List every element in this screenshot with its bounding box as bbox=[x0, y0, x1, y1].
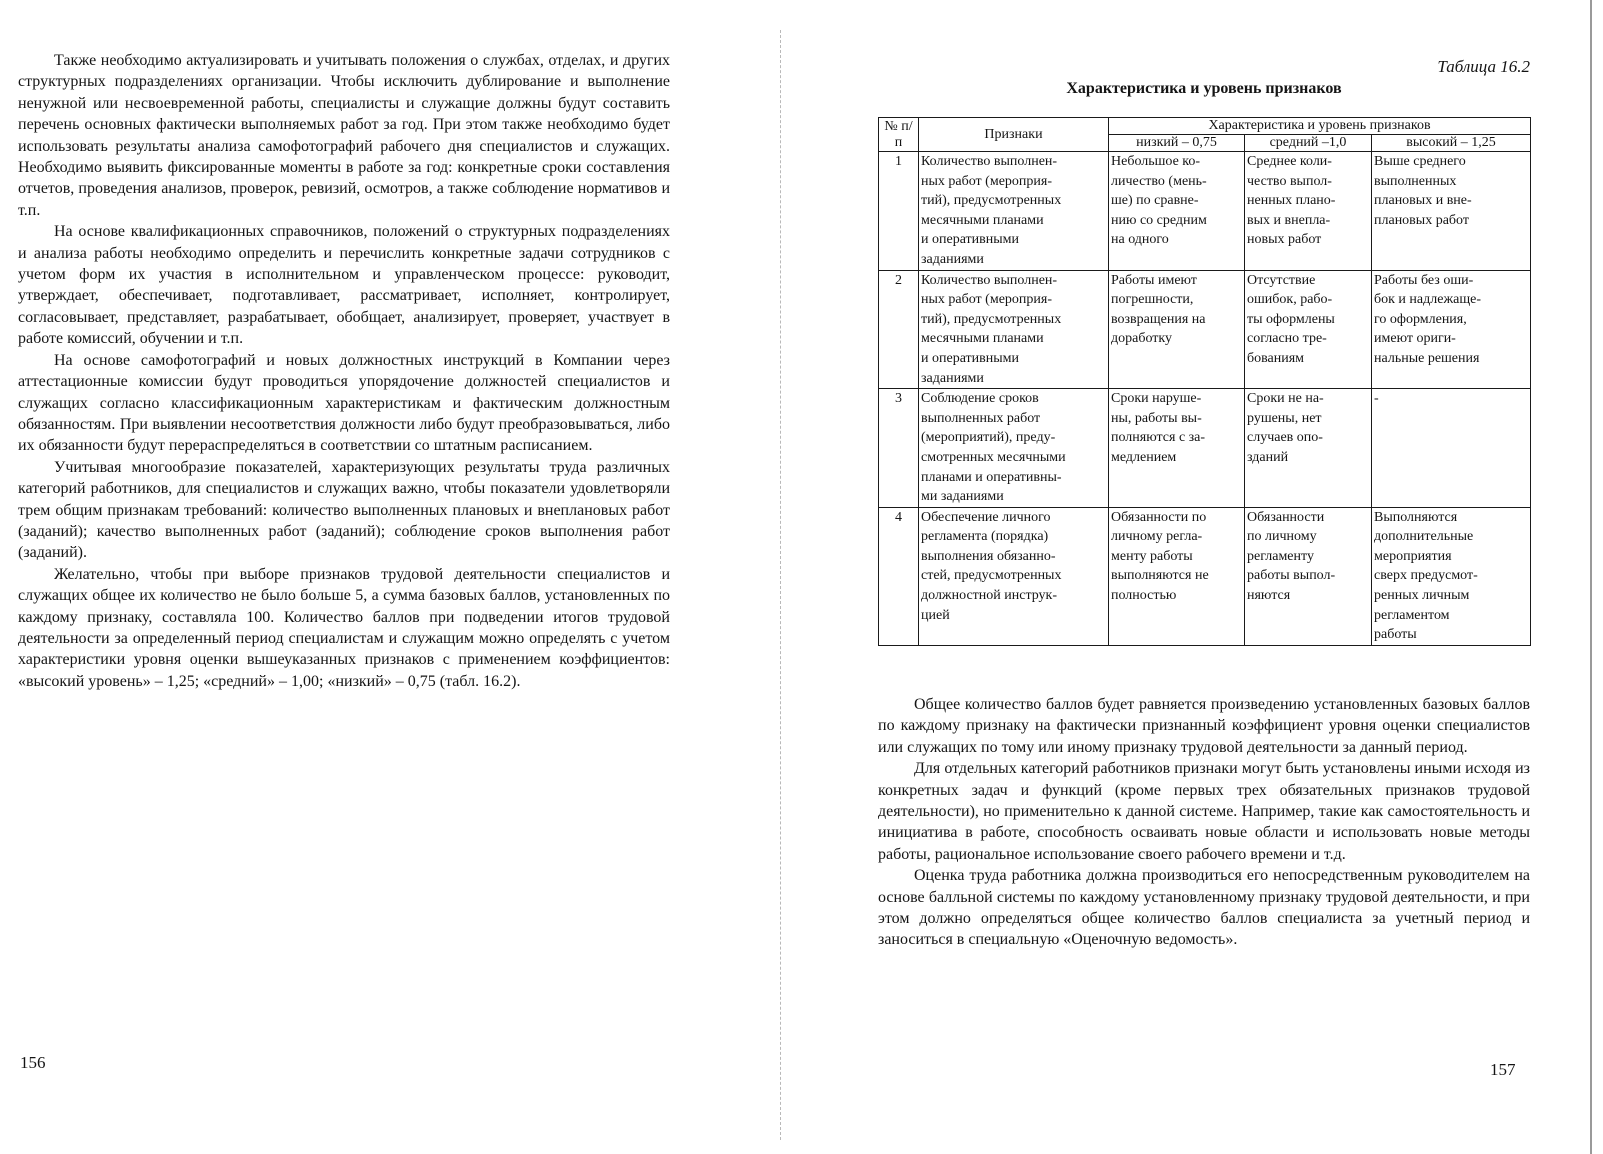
cell-line: ты оформлены bbox=[1247, 311, 1335, 327]
cell-line: полняются с за- bbox=[1111, 430, 1206, 446]
cell-mid bbox=[1245, 152, 1372, 271]
row-number-cell: 1 bbox=[879, 152, 919, 271]
cell-line: ненных плано- bbox=[1247, 193, 1336, 209]
cell-line: Обеспечение личного bbox=[921, 509, 1051, 525]
cell-line: регламента (порядка) bbox=[921, 529, 1049, 545]
cell-line: ше) по сравне- bbox=[1111, 193, 1199, 209]
cell-mid bbox=[1245, 389, 1372, 508]
cell-line: Отсутствие bbox=[1247, 272, 1316, 288]
cell-line: выполненных работ bbox=[921, 410, 1041, 426]
table-row bbox=[879, 389, 1531, 508]
cell-line: выполняются не bbox=[1111, 568, 1209, 584]
cell-line: Количество выполнен- bbox=[921, 272, 1058, 288]
cell-line: личество (мень- bbox=[1111, 173, 1207, 189]
cell-high bbox=[1372, 389, 1531, 508]
cell-line: регламенту bbox=[1247, 548, 1314, 564]
cell-line: на одного bbox=[1111, 232, 1169, 248]
row-number-cell: 3 bbox=[879, 389, 919, 508]
paragraph: Желательно, чтобы при выборе признаков трудовой деятельности специалистов и служащих общее их количество не было больше 5, а сумма базовых баллов, установленных по каждому признаку, составляла 100. Количество баллов при подведении итогов трудовой деятельности за определенный период специалистам и служащим можно определять с учетом характеристики уровня оценки вышеуказанных признаков с применением коэффициентов: «высокий уровень» – 1,25; «средний» – 1,00; «низкий» – 0,75 (табл. 16.2). bbox=[18, 565, 670, 690]
paragraph: Общее количество баллов будет равняется произведению установленных базовых баллов по каждому признаку на фактически признанный коэффициент уровня оценки специалистов или служащих по тому или иному признаку трудовой деятельности за данный период. bbox=[878, 696, 1530, 756]
cell-line: цией bbox=[921, 607, 950, 623]
cell-line: зданий bbox=[1247, 449, 1289, 465]
cell-line: планами и оперативны- bbox=[921, 469, 1062, 485]
left-body-text bbox=[18, 50, 670, 692]
cell-feature bbox=[919, 152, 1109, 271]
table-caption: Таблица 16.2 bbox=[1437, 57, 1530, 76]
cell-feature bbox=[919, 507, 1109, 645]
cell-line: нальные решения bbox=[1374, 350, 1480, 366]
cell-line: дополнительные bbox=[1374, 529, 1474, 545]
cell-low bbox=[1109, 507, 1245, 645]
row-number-cell: 2 bbox=[879, 270, 919, 389]
header-number: № п/п bbox=[879, 118, 919, 152]
cell-line: ны, работы вы- bbox=[1111, 410, 1202, 426]
cell-line: (мероприятий), преду- bbox=[921, 430, 1056, 446]
header-level-group: Характеристика и уровень признаков bbox=[1109, 118, 1531, 135]
cell-line: тий), предусмотренных bbox=[921, 311, 1062, 327]
cell-line: выполнения обязанно- bbox=[921, 548, 1056, 564]
cell-line: и оперативными bbox=[921, 350, 1020, 366]
cell-low bbox=[1109, 152, 1245, 271]
cell-line: доработку bbox=[1111, 331, 1172, 347]
cell-line: мероприятия bbox=[1374, 548, 1452, 564]
cell-high bbox=[1372, 270, 1531, 389]
paragraph: Для отдельных категорий работников признаки могут быть установлены иными исходя из конкретных задач и функций (кроме первых трех обязательных признаков трудовой деятельности), но применительно к данной системе. Например, такие как самостоятельность и инициатива в работе, способность осваивать новые области и использовать новые методы работы, рациональное использование своего рабочего времени и т.д. bbox=[878, 760, 1530, 863]
cell-line: Выполняются bbox=[1374, 509, 1458, 525]
cell-line: Соблюдение сроков bbox=[921, 391, 1039, 407]
cell-line: Работы имеют bbox=[1111, 272, 1197, 288]
cell-line: Выше среднего bbox=[1374, 154, 1466, 169]
cell-line: по личному bbox=[1247, 529, 1317, 545]
cell-line: бок и надлежаще- bbox=[1374, 292, 1481, 308]
cell-feature bbox=[919, 389, 1109, 508]
cell-line: личному регла- bbox=[1111, 529, 1203, 545]
paragraph: Учитывая многообразие показателей, характеризующих результаты труда различных категорий работников, для специалистов и служащих важно, чтобы показатели удовлетворяли трем общим признакам требований: количество выполненных плановых и внеплановых работ (заданий); качество выполненных работ (заданий); соблюдение сроков выполнения работ (заданий). bbox=[18, 458, 670, 562]
cell-line: няются bbox=[1247, 588, 1291, 604]
cell-line: регламентом bbox=[1374, 607, 1450, 623]
cell-line: выполненных bbox=[1374, 173, 1457, 189]
cell-line: месячными планами bbox=[921, 331, 1044, 347]
cell-line: - bbox=[1374, 391, 1379, 407]
cell-line: погрешности, bbox=[1111, 292, 1194, 308]
cell-low bbox=[1109, 389, 1245, 508]
cell-line: имеют ориги- bbox=[1374, 331, 1456, 347]
page-number-right: 157 bbox=[1490, 1060, 1516, 1079]
cell-line: Сроки наруше- bbox=[1111, 391, 1202, 407]
cell-line: сверх предусмот- bbox=[1374, 568, 1478, 584]
cell-line: смотренных месячными bbox=[921, 449, 1066, 465]
cell-line: и оперативными bbox=[921, 232, 1020, 248]
cell-mid bbox=[1245, 270, 1372, 389]
cell-line: чество выпол- bbox=[1247, 173, 1332, 189]
cell-line: работы bbox=[1374, 627, 1417, 643]
cell-line: Обязанности по bbox=[1111, 509, 1207, 525]
header-low: низкий – 0,75 bbox=[1109, 135, 1245, 152]
cell-line: вых и внепла- bbox=[1247, 212, 1331, 228]
cell-line: заданиями bbox=[921, 370, 984, 386]
cell-line: стей, предусмотренных bbox=[921, 568, 1062, 584]
cell-line: Сроки не на- bbox=[1247, 391, 1324, 407]
cell-line: месячными планами bbox=[921, 212, 1044, 228]
table-row bbox=[879, 152, 1531, 271]
cell-feature bbox=[919, 270, 1109, 389]
header-mid: средний –1,0 bbox=[1245, 135, 1372, 152]
cell-mid bbox=[1245, 507, 1372, 645]
cell-low bbox=[1109, 270, 1245, 389]
right-body-text bbox=[878, 694, 1530, 951]
cell-line: ных работ (мероприя- bbox=[921, 292, 1052, 308]
table-row bbox=[879, 270, 1531, 389]
left-page bbox=[0, 0, 790, 1154]
paragraph: Оценка труда работника должна производиться его непосредственным руководителем на основе балльной системы по каждому установленному признаку трудовой деятельности, и при этом должно определяться общее количество баллов специалиста за учетный период и заноситься в специальную «Оценочную ведомость». bbox=[878, 867, 1530, 949]
cell-line: Количество выполнен- bbox=[921, 154, 1058, 169]
cell-line: менту работы bbox=[1111, 548, 1193, 564]
cell-line: возвращения на bbox=[1111, 311, 1206, 327]
cell-line: бованиям bbox=[1247, 350, 1305, 366]
cell-line: ошибок, рабо- bbox=[1247, 292, 1333, 308]
table-body bbox=[879, 152, 1531, 646]
row-number-cell: 4 bbox=[879, 507, 919, 645]
cell-line: Небольшое ко- bbox=[1111, 154, 1201, 169]
cell-line: рушены, нет bbox=[1247, 410, 1322, 426]
cell-line: новых работ bbox=[1247, 232, 1322, 248]
cell-line: медлением bbox=[1111, 449, 1177, 465]
cell-high bbox=[1372, 152, 1531, 271]
cell-line: тий), предусмотренных bbox=[921, 193, 1062, 209]
cell-line: полностью bbox=[1111, 588, 1177, 604]
cell-line: Обязанности bbox=[1247, 509, 1325, 525]
features-table bbox=[878, 117, 1531, 646]
cell-line: должностной инструк- bbox=[921, 588, 1058, 604]
cell-line: ми заданиями bbox=[921, 489, 1004, 505]
cell-line: Среднее коли- bbox=[1247, 154, 1332, 169]
cell-line: заданиями bbox=[921, 251, 984, 267]
cell-line: случаев опо- bbox=[1247, 430, 1323, 446]
cell-line: работы выпол- bbox=[1247, 568, 1336, 584]
header-high: высокий – 1,25 bbox=[1372, 135, 1531, 152]
page-number-left: 156 bbox=[20, 1053, 46, 1072]
cell-line: го оформления, bbox=[1374, 311, 1467, 327]
cell-line: плановых работ bbox=[1374, 212, 1469, 228]
cell-line: нию со средним bbox=[1111, 212, 1207, 228]
table-title: Характеристика и уровень признаков bbox=[1066, 80, 1342, 97]
cell-high bbox=[1372, 507, 1531, 645]
right-page bbox=[790, 0, 1603, 1154]
paragraph: Также необходимо актуализировать и учитывать положения о службах, отделах, и других структурных подразделениях организации. Чтобы исключить дублирование и выполнение ненужной или несвоевременной работы, специалисты и служащие должны будут составить перечень основных фактически выполняемых работ за год. При этом также необходимо будет использовать результаты анализа самофотографий рабочего дня специалистов и служащих. Необходимо выявить фиксированные моменты в работе за год: конкретные сроки составления отчетов, проведения анализов, проверок, ревизий, осмотров, а также соблюдение нормативов и т.п. bbox=[18, 52, 670, 219]
cell-line: согласно тре- bbox=[1247, 331, 1327, 347]
header-feature: Признаки bbox=[919, 118, 1109, 152]
cell-line: ренных личным bbox=[1374, 588, 1470, 604]
table-row bbox=[879, 507, 1531, 645]
paragraph: На основе самофотографий и новых должностных инструкций в Компании через аттестационные комиссии будут проводиться упорядочение должностей специалистов и служащих согласно классификационным характеристикам и фактическим должностным обязанностям. При выявлении несоответствия должности либо будут преобразовываться, либо их обязанности будут перераспределяться в соответствии со штатным расписанием. bbox=[18, 351, 670, 455]
cell-line: ных работ (мероприя- bbox=[921, 173, 1052, 189]
cell-line: плановых и вне- bbox=[1374, 193, 1472, 209]
paragraph: На основе квалификационных справочников, положений о структурных подразделениях и анализа работы необходимо определить и перечислить конкретные задачи сотрудников с учетом форм их участия в исполнительном и управленческом процессе: руководит, утверждает, обеспечивает, подготавливает, рассматривает, исполняет, контролирует, согласовывает, представляет, разрабатывает, обобщает, анализирует, проверяет, участвует в работе комиссий, обучении и т.п. bbox=[18, 223, 670, 348]
cell-line: Работы без оши- bbox=[1374, 272, 1474, 288]
